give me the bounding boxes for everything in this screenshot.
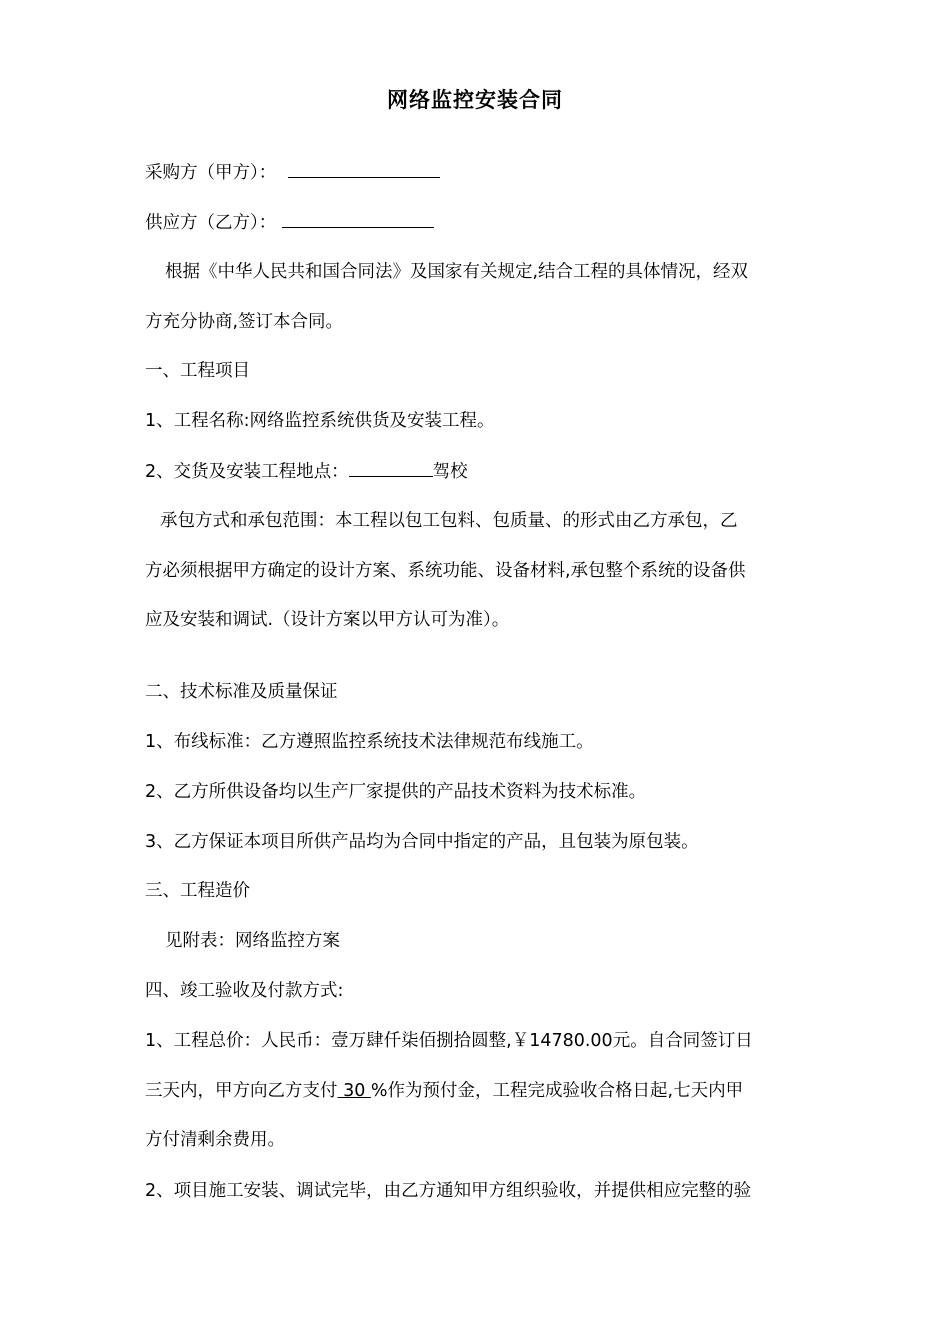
section-1-item-1: 1、工程名称:网络监控系统供货及安装工程。 <box>145 411 495 431</box>
section-2-item-2: 2、乙方所供设备均以生产厂家提供的产品技术资料为技术标准。 <box>145 782 647 802</box>
prepay-text-b: %作为预付金，工程完成验收合格日起,七天内甲 <box>370 1081 744 1101</box>
intro-line-2: 方充分协商,签订本合同。 <box>145 312 344 332</box>
scope-line-2: 方必须根据甲方确定的设计方案、系统功能、设备材料,承包整个系统的设备供 <box>145 561 746 581</box>
document-title: 网络监控安装合同 <box>387 88 563 112</box>
section-3-attachment: 见附表：网络监控方案 <box>165 931 340 951</box>
section-4-item-2-line-1: 2、项目施工安装、调试完毕，由乙方通知甲方组织验收，并提供相应完整的验 <box>145 1181 752 1201</box>
location-label: 2、交货及安装工程地点： <box>145 462 349 482</box>
prepay-percent: 30 <box>337 1081 371 1101</box>
section-4-item-1-line-2 <box>145 1076 743 1106</box>
scope-line-3: 应及安装和调试.（设计方案以甲方认可为准）。 <box>145 610 510 630</box>
party-a-line <box>145 157 440 188</box>
section-2-heading: 二、技术标准及质量保证 <box>145 682 338 702</box>
party-a-label: 采购方（甲方）： <box>145 163 277 183</box>
party-b-line <box>145 207 434 238</box>
party-b-blank[interactable] <box>282 207 434 228</box>
scope-line-1: 承包方式和承包范围：本工程以包工包料、包质量、的形式由乙方承包，乙 <box>160 511 738 531</box>
prepay-text-a: 三天内，甲方向乙方支付 <box>145 1081 338 1101</box>
section-1-item-2 <box>145 456 468 487</box>
location-blank[interactable] <box>349 456 433 477</box>
section-2-item-3: 3、乙方保证本项目所供产品均为合同中指定的产品，且包装为原包装。 <box>145 832 699 852</box>
section-2-item-1: 1、布线标准：乙方遵照监控系统技术法律规范布线施工。 <box>145 732 594 752</box>
location-suffix: 驾校 <box>432 462 468 482</box>
section-4-heading: 四、竣工验收及付款方式: <box>145 981 344 1001</box>
section-4-item-1-line-3: 方付清剩余费用。 <box>145 1130 285 1150</box>
section-4-item-1-line-1: 1、工程总价：人民币：壹万肆仟柒佰捌拾圆整,￥14780.00元。自合同签订日 <box>145 1031 753 1051</box>
party-a-blank[interactable] <box>288 157 440 178</box>
section-3-heading: 三、工程造价 <box>145 881 250 901</box>
intro-line-1: 根据《中华人民共和国合同法》及国家有关规定,结合工程的具体情况，经双 <box>165 262 749 282</box>
section-1-heading: 一、工程项目 <box>145 361 250 381</box>
party-b-label: 供应方（乙方）： <box>145 213 277 233</box>
